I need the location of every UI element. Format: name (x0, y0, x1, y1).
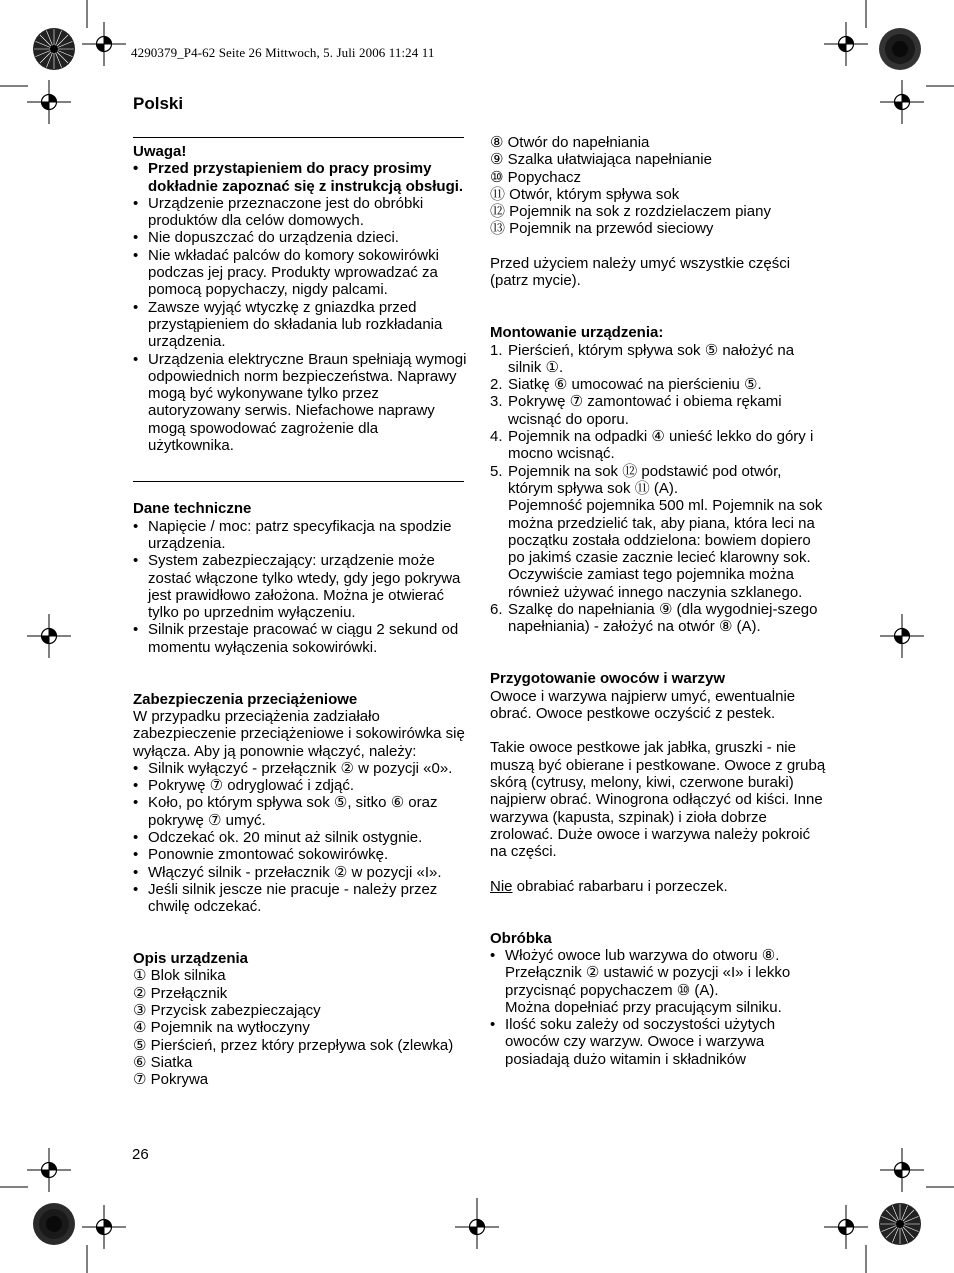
list-item: • Urządzenia elektryczne Braun spełniają wymogi odpowiednich norm bezpieczeństwa. Naprawy mogą być wykonywane tylko przez autoryzowany serwis. Niefachowe naprawy mogą spowodować zagrożenie dla użytkownika. (133, 351, 467, 455)
wash-note: Przed użyciem należy umyć wszystkie części (patrz mycie). (490, 255, 791, 290)
list-item: • Ponownie zmontować sokowirówkę. (133, 846, 467, 863)
list-item: • Koło, po którym spływa sok ⑤, sitko ⑥ oraz pokrywę ⑦ umyć. (133, 794, 467, 829)
numbered-step (490, 463, 830, 601)
list-item: ⑩ Popychacz (490, 168, 581, 186)
numbered-step (490, 428, 830, 463)
parts-title: Opis urządzenia (133, 950, 249, 968)
paragraph: Takie owoce pestkowe jak jabłka, gruszki - nie muszą być obierane i pestkowane. Owoce z grubą skórą (cytrusy, melony, kiwi, czerwone buraki) najpierw obrać. Winogrona odłączyć od kiści. Inne warzywa (kapusta, szpinak) i zioła dobrze zrolować. Duże owoce i warzywa należy pokroić na części. (490, 739, 826, 861)
step-number: 3. (490, 393, 503, 411)
color-wheel-top-right (878, 27, 922, 71)
paragraph: Owoce i warzywa najpierw umyć, ewentualnie obrać. Owoce pestkowe oczyścić z pestek. (490, 687, 796, 722)
list-item: • Napięcie / moc: patrz specyfikacja na spodzie urządzenia. (133, 518, 467, 553)
prep-section (490, 670, 830, 895)
step-number: 5. (490, 462, 503, 480)
list-item: • Silnik przestaje pracować w ciągu 2 sekund od momentu wyłączenia sokowirówki. (133, 621, 467, 656)
list-item: • Przed przystapieniem do pracy prosimy dokładnie zapoznać się z instrukcją obsługi. (133, 160, 467, 195)
paragraph (490, 878, 830, 895)
step-extra: Pojemność pojemnika 500 ml. Pojemnik na sok można przedzielić tak, aby piana, która leci na początku została oddzielona: bowiem dopiero po jakimś czasie zacznie lecieć klarowny sok. Oczywiście zamiast tego pojemnika można również używać innego naczynia szklanego. (508, 497, 823, 601)
color-wheel-bottom-left (32, 1202, 76, 1246)
list-item: • Odczekać ok. 20 minut aż silnik ostygnie. (133, 829, 467, 846)
processing-section (490, 930, 830, 1068)
list-item: • Pokrywę ⑦ odryglować i zdjąć. (133, 777, 467, 794)
list-item: • Silnik wyłączyć - przełącznik ② w pozycji «0». (133, 760, 467, 777)
underlined-word: Nie (490, 877, 513, 895)
step-text: Szalkę do napełniania ⑨ (dla wygodniej-szego napełniania) - założyć na otwór ⑧ (A). (508, 601, 818, 636)
list-item: • Ilość soku zależy od soczystości użytych owoców czy warzyw. Owoce i warzywa posiadają dużo witamin i składników (490, 1016, 830, 1068)
right-column (490, 134, 830, 1068)
page-number: 26 (132, 1146, 149, 1163)
tech-section (133, 500, 467, 656)
list-item: • Nie dopuszczać do urządzenia dzieci. (133, 229, 467, 246)
parts-section (133, 950, 467, 1088)
list-item: ⑨ Szalka ułatwiająca napełnianie (490, 151, 712, 169)
list-item: ③ Przycisk zabezpieczający (133, 1001, 321, 1019)
numbered-step (490, 393, 830, 428)
list-item: ① Blok silnika (133, 967, 226, 985)
list-item: ⑫ Pojemnik na sok z rozdzielaczem piany (490, 203, 771, 221)
item-extra: Można dopełniać przy pracującym silniku. (505, 998, 782, 1016)
assembly-title: Montowanie urządzenia: (490, 324, 664, 342)
list-item: ⑬ Pojemnik na przewód sieciowy (490, 220, 714, 238)
list-item: • Zawsze wyjąć wtyczkę z gniazdka przed przystąpieniem do składania lub rozkładania urządzenia. (133, 299, 467, 351)
step-number: 4. (490, 428, 503, 446)
list-item: • System zabezpieczający: urządzenie może zostać włączone tylko wtedy, gdy jego pokrywa jest prawidłowo założona. Można je otwierać tylko po uprzednim wyłączeniu. (133, 552, 467, 621)
step-number: 2. (490, 376, 503, 394)
step-number: 6. (490, 601, 503, 619)
list-item: • Włączyć silnik - przełacznik ② w pozycji «I». (133, 864, 467, 881)
assembly-section (490, 324, 830, 635)
left-column (133, 143, 467, 1088)
list-item: ⑥ Siatka (133, 1053, 193, 1071)
numbered-step (490, 601, 830, 636)
paragraph-rest: obrabiać rabarbaru i porzeczek. (512, 877, 728, 895)
step-number: 1. (490, 341, 503, 359)
warning-section (133, 143, 467, 454)
step-text: Pojemnik na odpadki ④ unieść lekko do góry i mocno wcisnąć. (508, 428, 814, 463)
overload-intro: W przypadku przeciążenia zadziałało zabezpieczenie przeciążeniowe i sokowirówka się wyłącza. Aby ją ponownie włączyć, należy: (133, 707, 465, 760)
step-text: Pierścień, którym spływa sok ⑤ nałożyć na silnik ①. (508, 341, 795, 376)
overload-section (133, 691, 467, 916)
list-item: • Jeśli silnik jescze nie pracuje - należy przez chwilę odczekać. (133, 881, 467, 916)
divider (133, 137, 464, 138)
warning-title: Uwaga! (133, 143, 187, 160)
color-wheel-bottom-right (878, 1202, 922, 1246)
list-item: • Urządzenie przeznaczone jest do obróbki produktów dla celów domowych. (133, 195, 467, 230)
step-text: Pokrywę ⑦ zamontować i obiema rękami wcisnąć do oporu. (508, 393, 782, 428)
tech-title: Dane techniczne (133, 500, 252, 518)
list-item: ④ Pojemnik na wytłoczyny (133, 1019, 310, 1037)
list-item (490, 947, 830, 1016)
list-item: ② Przełącznik (133, 984, 228, 1002)
list-item: ⑤ Pierścień, przez który przepływa sok (zlewka) (133, 1036, 454, 1054)
list-item: ⑪ Otwór, którym spływa sok (490, 185, 680, 203)
print-header: 4290379_P4-62 Seite 26 Mittwoch, 5. Juli 2006 11:24 11 (131, 45, 435, 60)
color-wheel-top-left (32, 27, 76, 71)
list-item: ⑧ Otwór do napełniania (490, 134, 650, 151)
step-text: Siatkę ⑥ umocować na pierścieniu ⑤. (508, 376, 762, 394)
parts-continued (490, 134, 830, 238)
processing-title: Obróbka (490, 929, 552, 947)
language-heading: Polski (133, 94, 184, 113)
numbered-step (490, 342, 830, 377)
list-item: ⑦ Pokrywa (133, 1071, 209, 1089)
numbered-step (490, 376, 830, 393)
prep-title: Przygotowanie owoców i warzyw (490, 670, 726, 688)
overload-title: Zabezpieczenia przeciążeniowe (133, 690, 358, 708)
step-text: Pojemnik na sok ⑫ podstawić pod otwór, którym spływa sok ⑪ (A). (508, 462, 782, 497)
item-text: • Włożyć owoce lub warzywa do otworu ⑧. Przełącznik ② ustawić w pozycji «I» i lekko przycisnąć popychaczem ⑩ (A). (505, 946, 791, 999)
list-item: • Nie wkładać palców do komory sokowirówki podczas jej pracy. Produkty wprowadzać za pomocą popychaczy, nigdy palcami. (133, 247, 467, 299)
